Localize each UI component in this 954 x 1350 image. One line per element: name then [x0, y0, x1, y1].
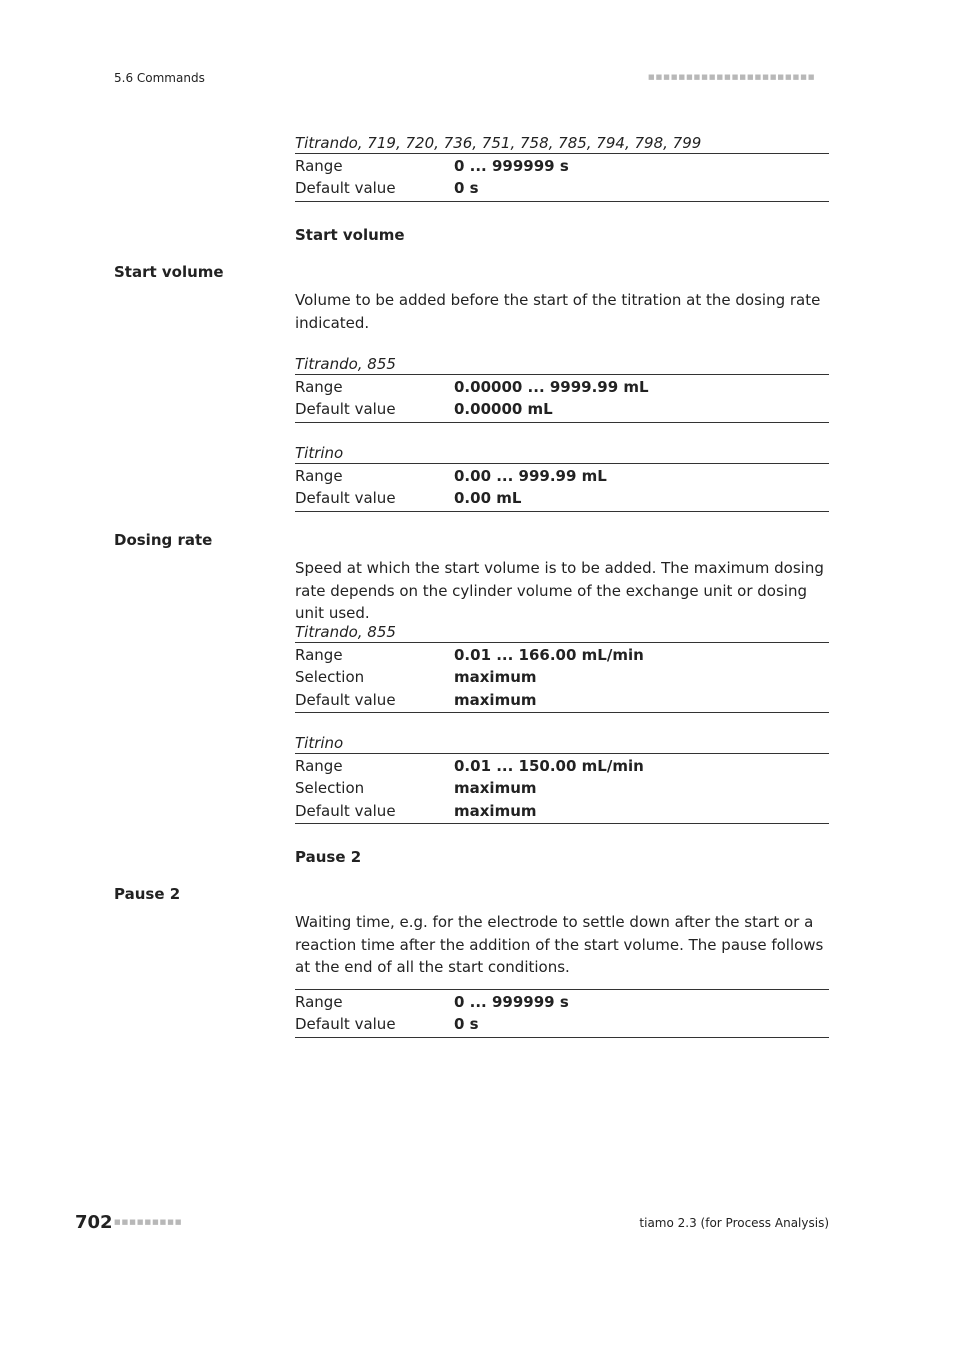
subheading-start-volume: Start volume: [295, 226, 405, 244]
row-label: Range: [295, 646, 343, 664]
table-row: [295, 155, 829, 177]
subheading-pause2: Pause 2: [295, 848, 362, 866]
footer-dots: ■■■■■■■■■: [114, 1218, 183, 1226]
table-row: [295, 689, 829, 711]
row-label: Default value: [295, 489, 396, 508]
pause2-description: Waiting time, e.g. for the electrode to settle down after the start or a reaction time after the addition of the start volume. The pause follows at the end of all the start conditions.: [295, 913, 824, 976]
table-row: [295, 800, 829, 822]
row-value: maximum: [454, 690, 537, 709]
row-value: 0.00 ... 999.99 mL: [454, 467, 607, 485]
table-caption: Titrino: [295, 733, 829, 754]
row-value: 0 s: [454, 1015, 479, 1034]
row-label: Default value: [295, 179, 396, 198]
row-label: Range: [295, 467, 343, 485]
dosing-rate-description: Speed at which the start volume is to be added. The maximum dosing rate depends on the cylinder volume of the exchange unit or dosing unit used.: [295, 559, 824, 622]
table-pause1: [295, 133, 829, 202]
row-value: 0.00000 ... 9999.99 mL: [454, 378, 649, 396]
table-dosing-rate-titrando: [295, 622, 829, 713]
row-label: Default value: [295, 1015, 396, 1034]
row-value: maximum: [454, 801, 537, 820]
row-label: Default value: [295, 400, 396, 419]
table-caption: Titrino: [295, 443, 829, 464]
row-value: 0.00000 mL: [454, 400, 553, 419]
running-header-section: 5.6 Commands: [114, 71, 205, 85]
table-row: [295, 755, 829, 777]
table-row: [295, 1013, 829, 1035]
table-dosing-rate-titrino: [295, 733, 829, 824]
row-label: Default value: [295, 801, 396, 820]
table-pause2: [295, 989, 829, 1038]
table-row: [295, 991, 829, 1013]
row-value: 0 ... 999999 s: [454, 157, 569, 175]
row-label: Range: [295, 157, 343, 175]
table-row: [295, 465, 829, 487]
row-label: Default value: [295, 690, 396, 709]
side-heading-start-volume: Start volume: [114, 263, 224, 281]
row-value: 0.00 mL: [454, 489, 522, 508]
row-label: Range: [295, 757, 343, 775]
table-start-volume-titrando: [295, 354, 829, 423]
table-row: [295, 487, 829, 509]
table-row: [295, 177, 829, 199]
row-value: 0 ... 999999 s: [454, 993, 569, 1011]
row-value: 0 s: [454, 179, 479, 198]
table-row: [295, 666, 829, 688]
side-heading-pause2: Pause 2: [114, 885, 181, 903]
row-label: Selection: [295, 779, 365, 798]
table-start-volume-titrino: [295, 443, 829, 512]
table-caption: Titrando, 855: [295, 354, 829, 375]
side-heading-dosing-rate: Dosing rate: [114, 531, 213, 549]
row-label: Range: [295, 378, 343, 396]
row-value: maximum: [454, 668, 537, 687]
row-label: Selection: [295, 668, 365, 687]
table-row: [295, 644, 829, 666]
row-value: maximum: [454, 779, 537, 798]
row-value: 0.01 ... 150.00 mL/min: [454, 757, 644, 775]
table-caption: Titrando, 855: [295, 622, 829, 643]
table-row: [295, 398, 829, 420]
table-row: [295, 777, 829, 799]
table-row: [295, 376, 829, 398]
row-label: Range: [295, 993, 343, 1011]
running-header-dots: ■■■■■■■■■■■■■■■■■■■■■■: [648, 73, 816, 81]
page-number: 702: [75, 1212, 113, 1233]
table-caption: Titrando, 719, 720, 736, 751, 758, 785, 794, 798, 799: [295, 133, 829, 154]
start-volume-description: Volume to be added before the start of the titration at the dosing rate indicated.: [295, 291, 821, 332]
row-value: 0.01 ... 166.00 mL/min: [454, 646, 644, 664]
footer-product-name: tiamo 2.3 (for Process Analysis): [639, 1216, 829, 1230]
